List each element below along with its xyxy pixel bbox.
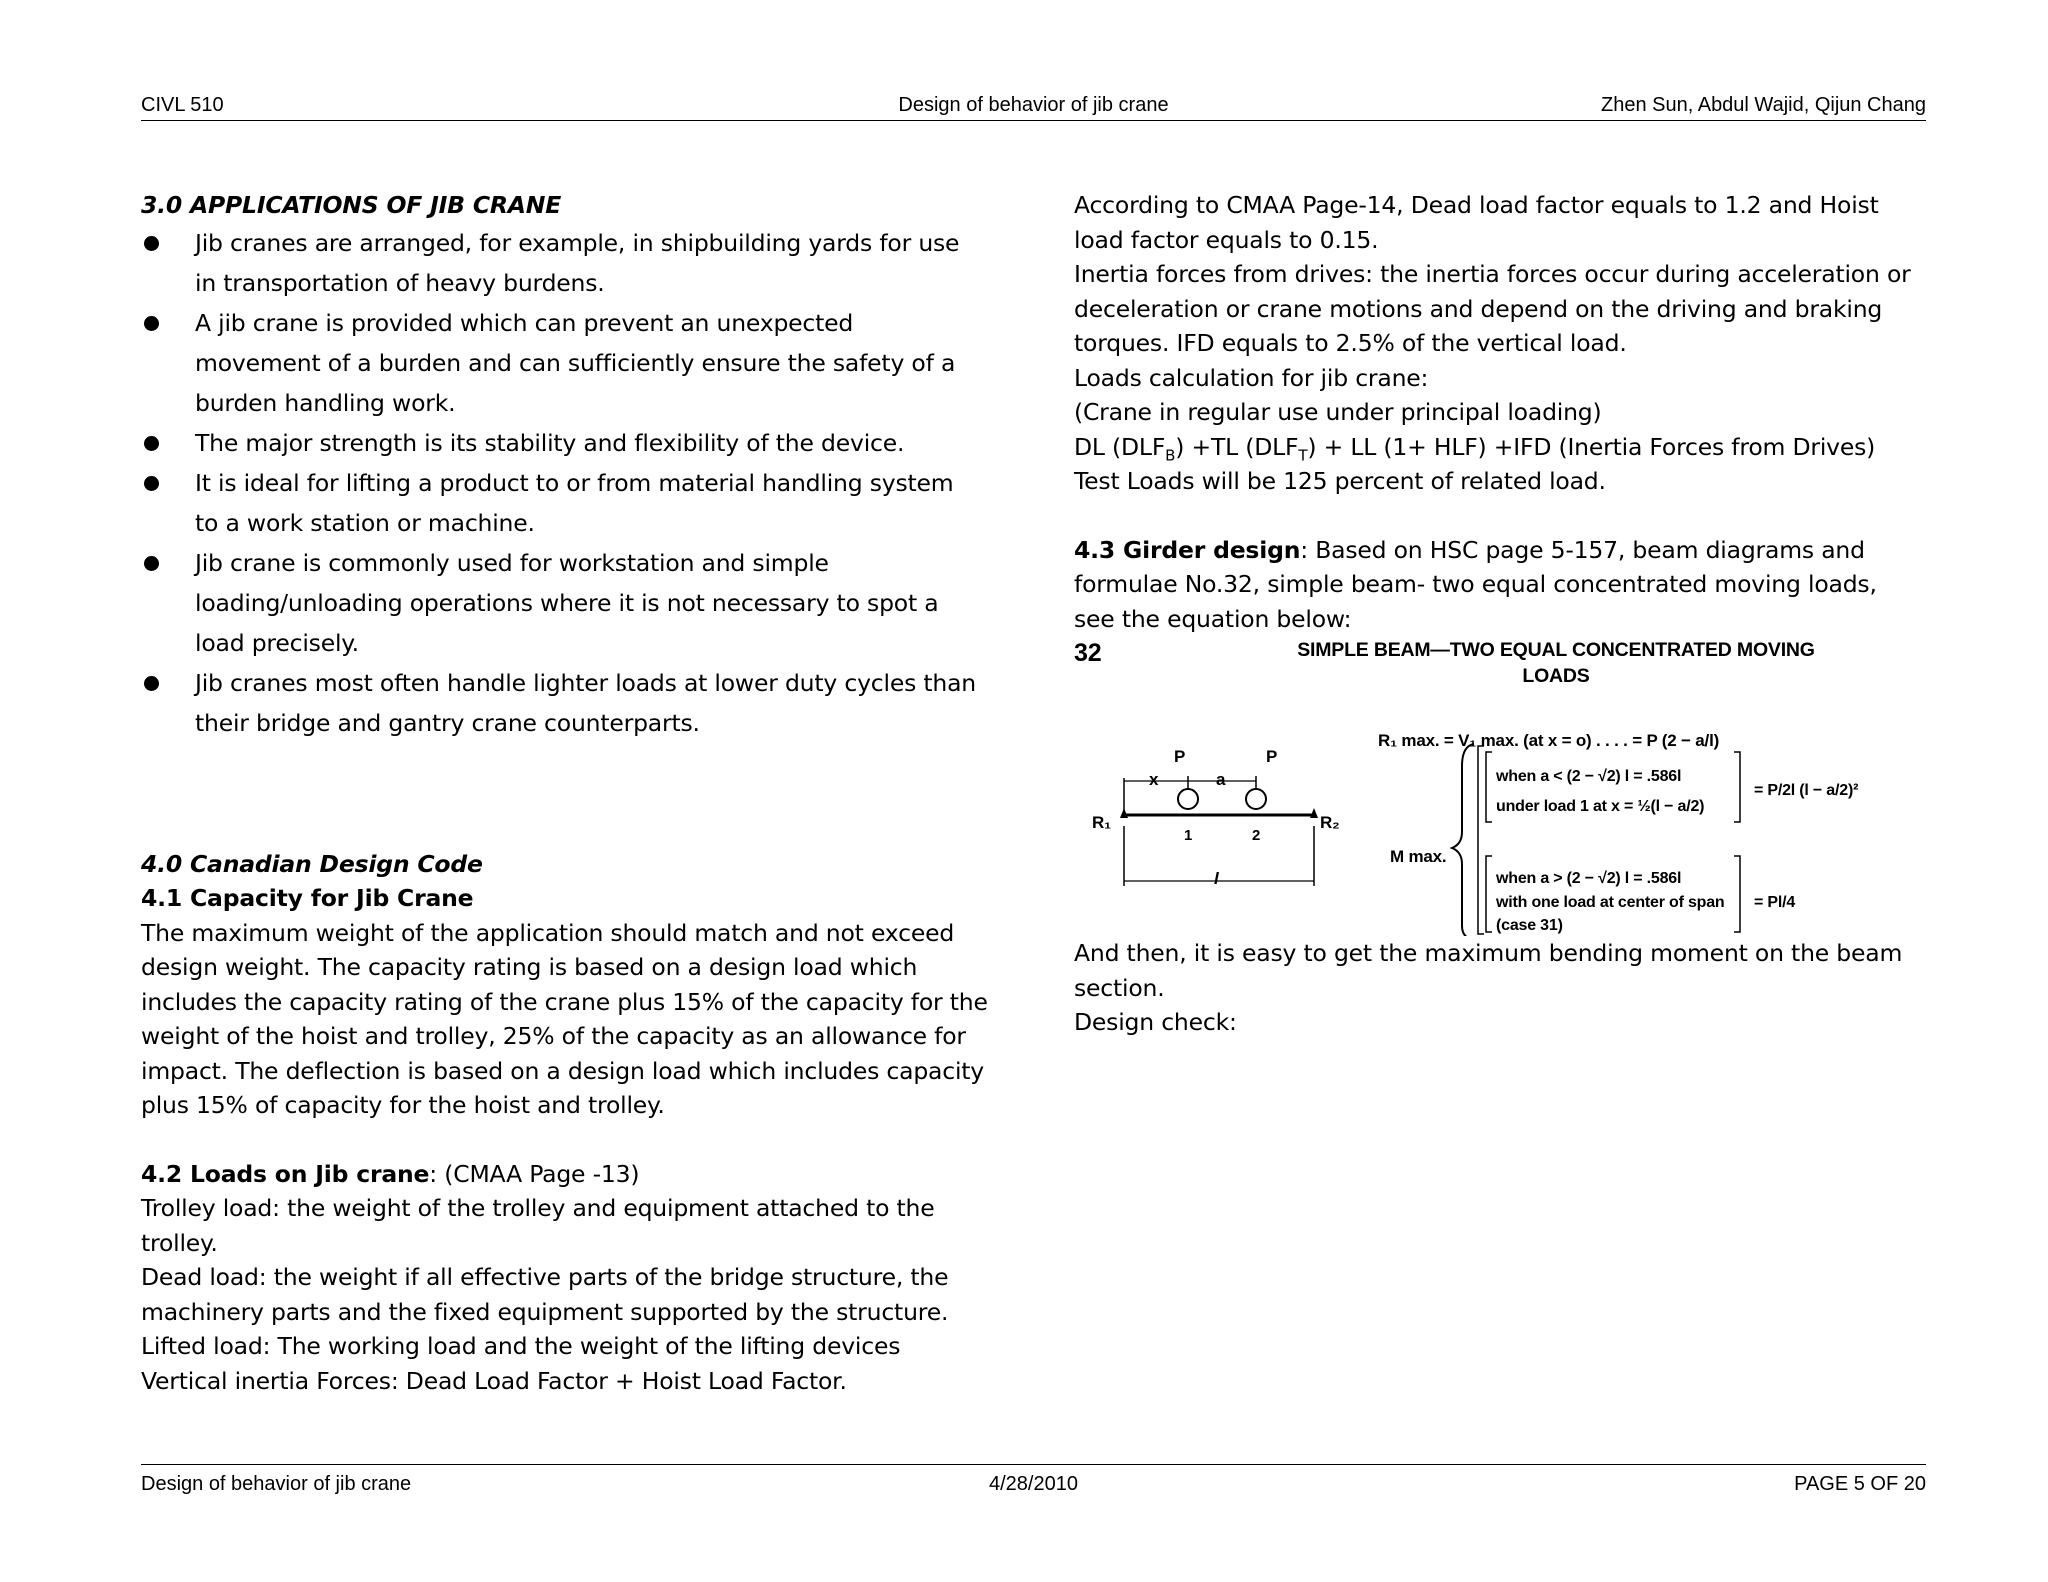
loads-text: According to CMAA Page-14, Dead load factor equals to 1.2 and Hoist load factor equals to 0.15. Inertia forces from drives: the inertia forces occur during acceleration or deceleration or crane motions and depend on the driving and braking torques. IFD equals to 2.5% of the vertical load. Loads calculation for jib crane: (Crane in regular use under principal loading): [1074, 191, 1911, 426]
list-item: Jib cranes are arranged, for example, in shipbuilding yards for use in transportation of heavy burdens.: [141, 223, 991, 303]
label-x: x: [1149, 770, 1159, 789]
label-span-l: l: [1214, 869, 1219, 888]
right-column: According to CMAA Page-14, Dead load factor equals to 1.2 and Hoist load factor equals to 0.15. Inertia forces from drives: the inertia forces occur during acceleration or deceleration or crane motions and depend on the driving and braking torques. IFD equals to 2.5% of the vertical load. Loads calculation for jib crane: (Crane in regular use under principal loading) DL $(DLF_B) +TL$ $(DLF_T)$ + LL (1+ HLF) +IFD (Inertia Forces from Drives) Test Loads will be 125 percent of related load. 4.3 Girder design: Based on HSC page 5-157, beam diagrams and formulae No.32, simple beam- two equal concentrated moving loads, see the equation below: 32 SIMPLE BEAM—TWO EQUAL CONCENTRATED MOVING LOADS P P x a 1 2 R₁ R₂ l R₁ max. = V₁ max. (at x = o) . . . . = P (2 − a/l) M max. when a < (2 − √2) l = .586l under load 1 at x = ½(l − a/2) = P/2l (l − a/2)² when a > (2 − √2) l = .586l with one load at center of span (case 31) = Pl/4 And then, it is easy to get the maximum bending moment on the beam section. Design check:: [1074, 188, 1934, 1040]
figure-number: 32: [1074, 639, 1102, 667]
list-item: It is ideal for lifting a product to or from material handling system to a work station or machine.: [141, 463, 991, 543]
section-4-3-title: 4.3 Girder design: [1074, 535, 1301, 564]
footer-date: 4/28/2010: [989, 1473, 1078, 1495]
label-point-2: 2: [1252, 827, 1261, 844]
case2-result: = Pl/4: [1754, 894, 1796, 911]
page-footer: [141, 1464, 1926, 1499]
label-r1: R₁: [1092, 813, 1111, 832]
section-4-3-heading: 4.3 Girder design: Based on HSC page 5-157, beam diagrams and: [1074, 535, 1865, 564]
r1-max-equation: R₁ max. = V₁ max. (at x = o) . . . . = P (2 − a/l): [1378, 731, 1720, 750]
header-authors: Zhen Sun, Abdul Wajid, Qijun Chang: [1600, 94, 1926, 116]
section-3-title: 3.0 APPLICATIONS OF JIB CRANE: [141, 191, 562, 219]
section-4-2-body: Trolley load: the weight of the trolley and equipment attached to the trolley. Dead load: the weight if all effective parts of the bridge structure, the machinery parts and the fixed equipment supported by the structure. Lifted load: The working load and the weight of the lifting devices Vertical inertia Forces: Dead Load Factor + Hoist Load Factor.: [141, 1194, 949, 1395]
test-loads-text: Test Loads will be 125 percent of related load.: [1074, 467, 1606, 495]
left-column: [141, 188, 991, 1398]
case1-condition: when a < (2 − √2) l = .586l: [1496, 768, 1682, 785]
section-4-1-title: 4.1 Capacity for Jib Crane: [141, 884, 474, 912]
footer-page-number: PAGE 5 OF 20: [1794, 1473, 1926, 1495]
header-course: CIVL 510: [141, 94, 224, 116]
case1-result: = P/2l (l − a/2)²: [1754, 782, 1859, 799]
section-4-1-body: The maximum weight of the application should match and not exceed design weight. The capacity rating is based on a design load which includes the capacity rating of the crane plus 15% of the capacity for the weight of the hoist and trolley, 25% of the capacity as an allowance for impact. The deflection is based on a design load which includes capacity plus 15% of capacity for the hoist and trolley.: [141, 918, 988, 1119]
list-item: A jib crane is provided which can prevent an unexpected movement of a burden and can sufficiently ensure the safety of a burden handling work.: [141, 303, 991, 423]
section-4-title: 4.0 Canadian Design Code: [141, 849, 483, 878]
label-load-p2: P: [1266, 747, 1278, 766]
page-header: [141, 92, 1926, 121]
after-figure-text: And then, it is easy to get the maximum bending moment on the beam section. Design check:: [1074, 939, 1903, 1036]
m-max-label: M max.: [1390, 847, 1447, 866]
label-r2: R₂: [1320, 813, 1340, 832]
footer-title: Design of behavior of jib crane: [141, 1473, 412, 1495]
case2-note: (case 31): [1496, 917, 1563, 934]
section-4-2-heading: 4.2 Loads on Jib crane: (CMAA Page -13): [141, 1159, 640, 1188]
label-a: a: [1216, 770, 1226, 789]
load-combination-formula: DL $(DLF_B) +TL$ $(DLF_T)$ + LL (1+ HLF) +IFD (Inertia Forces from Drives): [1074, 432, 1876, 465]
list-item: Jib cranes most often handle lighter loads at lower duty cycles than their bridge and gantry crane counterparts.: [141, 663, 991, 743]
section-4-2-title: 4.2 Loads on Jib crane: [141, 1159, 430, 1188]
case1-location: under load 1 at x = ½(l − a/2): [1496, 798, 1705, 815]
case2-condition: when a > (2 − √2) l = .586l: [1496, 870, 1682, 887]
label-point-1: 1: [1184, 827, 1193, 844]
case2-location: with one load at center of span: [1496, 894, 1725, 911]
list-item: The major strength is its stability and flexibility of the device.: [141, 423, 991, 463]
figure-title: SIMPLE BEAM—TWO EQUAL CONCENTRATED MOVING LOADS: [1297, 639, 1815, 687]
applications-list: [141, 223, 991, 743]
list-item: Jib crane is commonly used for workstation and simple loading/unloading operations where it is not necessary to spot a load precisely.: [141, 543, 991, 663]
label-load-p1: P: [1174, 747, 1186, 766]
beam-diagram-figure: [1056, 636, 1956, 936]
header-title: Design of behavior of jib crane: [898, 94, 1169, 116]
